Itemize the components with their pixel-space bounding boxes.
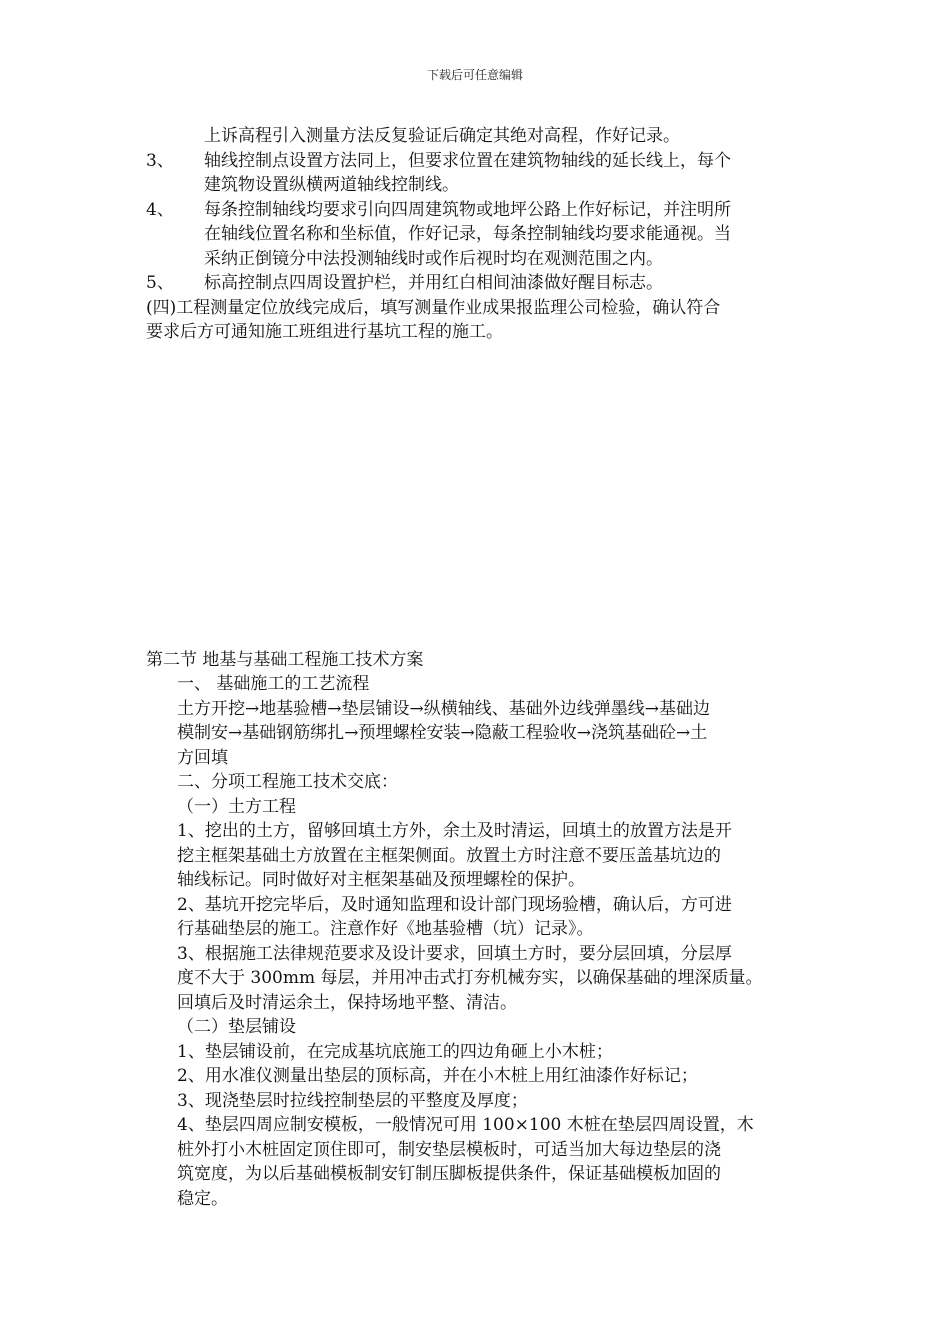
paragraph-line: 4、垫层四周应制安模板，一般情况可用 100×100 木桩在垫层四周设置，木: [177, 1115, 754, 1135]
paragraph-line: 轴线标记。同时做好对主框架基础及预埋螺栓的保护。: [177, 870, 585, 890]
paragraph-line: 1、垫层铺设前，在完成基坑底施工的四边角砸上小木桩；: [177, 1041, 613, 1062]
paragraph-line: 挖主框架基础土方放置在主框架侧面。放置土方时注意不要压盖基坑边的: [177, 845, 721, 866]
paragraph-line: 1、挖出的土方，留够回填土方外，余土及时清运，回填土的放置方法是开: [177, 821, 732, 841]
list-item-4: [146, 198, 731, 223]
list-text-cont: 采纳正倒镜分中法投测轴线时或作后视时均在观测范围之内。: [204, 248, 663, 269]
subheading-earthwork: （一）土方工程: [177, 796, 296, 817]
paragraph-line: 3、根据施工法律规范要求及设计要求，回填土方时，要分层回填，分层厚: [177, 943, 732, 964]
flow-line: 方回填: [177, 747, 228, 768]
paragraph-line: 要求后方可通知施工班组进行基坑工程的施工。: [146, 322, 503, 342]
page-header: 下载后可任意编辑: [426, 68, 523, 82]
paragraph-line: 回填后及时清运余土，保持场地平整、清洁。: [177, 992, 517, 1013]
flow-line: 模制安→基础钢筋绑扎→预埋螺栓安装→隐蔽工程验收→浇筑基础砼→土: [177, 723, 708, 743]
list-number: 3、: [146, 150, 174, 171]
section-title: 第二节 地基与基础工程施工技术方案: [146, 650, 424, 670]
paragraph-line: 3、现浇垫层时拉线控制垫层的平整度及厚度；: [177, 1090, 528, 1111]
list-text: 每条控制轴线均要求引向四周建筑物或地坪公路上作好标记，并注明所: [204, 199, 731, 220]
list-text: 轴线控制点设置方法同上，但要求位置在建筑物轴线的延长线上，每个: [204, 150, 731, 171]
list-item-3: [146, 149, 731, 174]
heading-2: 二、分项工程施工技术交底：: [177, 772, 398, 792]
paragraph-line: 2、用水准仪测量出垫层的顶标高，并在小木桩上用红油漆作好标记；: [177, 1066, 698, 1086]
paragraph-line: 2、基坑开挖完毕后，及时通知监理和设计部门现场验槽，确认后，方可进: [177, 894, 732, 915]
paragraph-line: 上诉高程引入测量方法反复验证后确定其绝对高程，作好记录。: [204, 126, 680, 146]
foundation-section: [177, 672, 763, 1211]
list-number: 5、: [146, 273, 174, 293]
paragraph-line: (四)工程测量定位放线完成后，填写测量作业成果报监理公司检验，确认符合: [146, 297, 721, 318]
paragraph-line: 稳定。: [177, 1188, 228, 1209]
subheading-cushion: （二）垫层铺设: [177, 1017, 296, 1037]
paragraph-line: 度不大于 300mm 每层，并用冲击式打夯机械夯实，以确保基础的埋深质量。: [177, 968, 763, 988]
list-item-5: [146, 271, 731, 296]
section-title-block: [146, 648, 423, 673]
list-text: 标高控制点四周设置护栏，并用红白相间油漆做好醒目标志。: [204, 273, 663, 293]
survey-section: [146, 124, 731, 345]
list-text-cont: 建筑物设置纵横两道轴线控制线。: [204, 175, 459, 195]
list-text-cont: 在轴线位置名称和坐标值，作好记录，每条控制轴线均要求能通视。当: [204, 224, 731, 244]
paragraph-line: 桩外打小木桩固定顶住即可，制安垫层模板时，可适当加大每边垫层的浇: [177, 1139, 721, 1160]
paragraph-line: 筑宽度，为以后基础模板制安钉制压脚板提供条件，保证基础模板加固的: [177, 1164, 721, 1184]
paragraph-line: 行基础垫层的施工。注意作好《地基验槽（坑）记录》。: [177, 919, 594, 939]
flow-line: 土方开挖→地基验槽→垫层铺设→纵横轴线、基础外边线弹墨线→基础边: [177, 698, 710, 719]
heading-1: 一、 基础施工的工艺流程: [177, 674, 370, 694]
list-number: 4、: [146, 199, 174, 220]
